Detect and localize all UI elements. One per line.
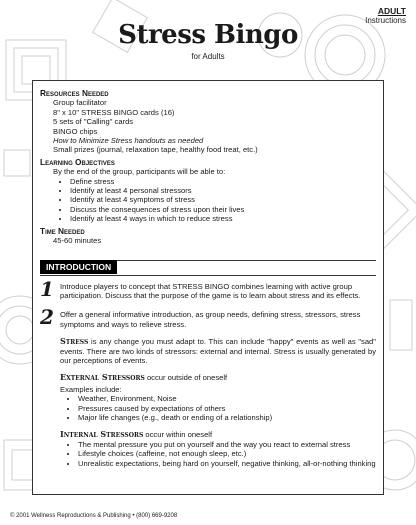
step-text: Introduce players to concept that STRESS BINGO combines learning with active group participation. Discuss that the purpose of the game is to learn about stress and its effects.: [60, 281, 361, 300]
copyright-footer: © 2001 Wellness Reproductions & Publishing • (800) 669-9208: [10, 513, 178, 519]
internal-item: • The mental pressure you put on yourself and the way you react to external stress: [78, 440, 376, 449]
page-title: Stress Bingo: [118, 20, 298, 50]
internal-def: occur within oneself: [145, 430, 213, 440]
internal-item: • Unrealistic expectations, being hard on yourself, negative thinking, all-or-nothing thinking: [78, 459, 376, 468]
introduction-heading: INTRODUCTION: [40, 260, 117, 274]
resource-item: Small prizes (journal, relaxation tape, healthy food treat, etc.): [53, 145, 258, 155]
objective-item: • Identify at least 4 ways in which to reduce stress: [70, 214, 376, 223]
external-item: • Major life changes (e.g., death or ending of a relationship): [78, 413, 376, 422]
time-heading: Time Needed: [40, 225, 85, 236]
step-number: 2: [40, 305, 54, 330]
time-value: 45-60 minutes: [53, 236, 102, 246]
objectives-heading: Learning Objectives: [40, 156, 115, 167]
internal-term: Internal Stressors: [60, 429, 144, 440]
resource-item: How to Minimize Stress handouts as needed: [53, 136, 204, 146]
internal-list: [40, 440, 376, 468]
page-subtitle: for Adults: [191, 52, 225, 61]
audience-label: ADULT: [377, 6, 406, 16]
objective-item: • Discuss the consequences of stress upon their lives: [70, 205, 376, 214]
step-2: [40, 305, 376, 330]
examples-label: Examples include:: [60, 384, 122, 394]
resource-item: 8" x 10" STRESS BINGO cards (16): [53, 107, 175, 117]
internal-item: • Lifestyle choices (caffeine, not enough sleep, etc.): [78, 449, 376, 458]
step-1: [40, 276, 376, 301]
objectives-intro: By the end of the group, participants will be able to:: [53, 167, 226, 177]
internal-stressors: [40, 430, 376, 439]
objective-item: • Identify at least 4 symptoms of stress: [70, 195, 376, 204]
section-label: Instructions: [365, 16, 406, 25]
step-number: 1: [40, 276, 54, 301]
resources-heading: Resources Needed: [40, 88, 109, 98]
external-item: • Weather, Environment, Noise: [78, 394, 376, 403]
external-item: • Pressures caused by expectations of others: [78, 404, 376, 413]
content-box: [32, 80, 384, 495]
objective-item: • Define stress: [70, 177, 376, 186]
stress-term: Stress: [60, 336, 89, 347]
introduction-bar: [40, 260, 376, 276]
external-term: External Stressors: [60, 372, 145, 383]
objectives-list: [40, 177, 376, 224]
resource-item: Group facilitator: [53, 98, 107, 108]
external-def: occur outside of oneself: [146, 373, 228, 383]
external-stressors: [40, 373, 376, 394]
stress-definition: [40, 337, 376, 365]
objective-item: • Identify at least 4 personal stressors: [70, 186, 376, 195]
external-list: [40, 394, 376, 422]
stress-def-text: is any change you must adapt to. This can include "happy" events as well as "sad" events. There are two kinds of stressors: external and internal. Stress is usually generated by our perceptions of events.: [60, 337, 376, 365]
step-text: Offer a general informative introduction, as group needs, defining stress, stressors, stress symptoms and ways to relieve stress.: [60, 310, 361, 329]
resources-list: [40, 98, 376, 154]
resource-item: 5 sets of "Calling" cards: [53, 117, 134, 127]
resource-item: BINGO chips: [53, 126, 98, 136]
